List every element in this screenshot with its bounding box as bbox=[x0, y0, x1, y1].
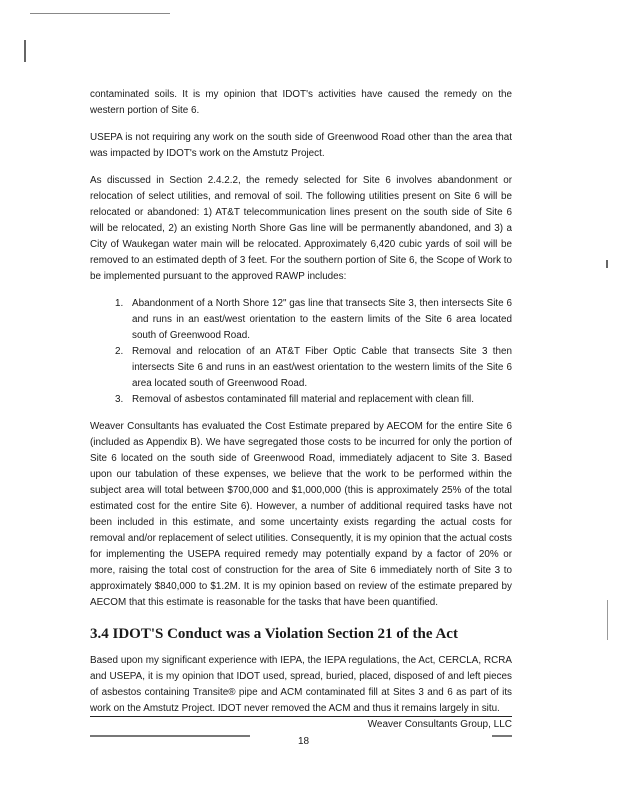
paragraph: USEPA is not requiring any work on the south side of Greenwood Road other than the area that was impacted by IDOT's work on the Amstutz Project. bbox=[90, 132, 512, 159]
footer-rule bbox=[90, 716, 512, 717]
paragraph: contaminated soils. It is my opinion that IDOT's activities have caused the remedy on the western portion of Site 6. bbox=[90, 89, 512, 116]
document-body bbox=[90, 87, 512, 728]
list-item: 2. Removal and relocation of an AT&T Fiber Optic Cable that transects Site 3 then intersects Site 6 and runs in an east/west orientation to the western limits of the Site 6 area located south of Greenwood Road. bbox=[126, 344, 512, 392]
scan-artifact-mark bbox=[607, 600, 608, 640]
scan-artifact-line bbox=[30, 13, 170, 14]
page-number: 18 bbox=[298, 736, 310, 747]
footer-date-illegible bbox=[492, 735, 512, 737]
section-heading: 3.4 IDOT'S Conduct was a Violation Section 21 of the Act bbox=[90, 626, 458, 642]
footer-firm-name: Weaver Consultants Group, LLC bbox=[367, 719, 512, 730]
list-item: 1. Abandonment of a North Shore 12" gas line that transects Site 3, then intersects Site 6 and runs in an east/west orientation to the eastern limits of the Site 6 area located south of Greenwood Road. bbox=[126, 296, 512, 344]
footer-file-path-illegible bbox=[90, 735, 250, 737]
scope-of-work-list bbox=[90, 296, 512, 408]
paragraph: Based upon my significant experience with IEPA, the IEPA regulations, the Act, CERCLA, RCRA and USEPA, it is my opinion that IDOT used, spread, buried, placed, disposed of and left pieces of asbestos containing Transite® pipe and ACM contaminated fill at Sites 3 and 6 as part of its work on the Amstutz Project. IDOT never removed the ACM and thus it remains largely in situ. bbox=[90, 655, 512, 714]
list-item: 3. Removal of asbestos contaminated fill material and replacement with clean fill. bbox=[126, 392, 512, 408]
scan-artifact-mark bbox=[606, 260, 608, 268]
paragraph: As discussed in Section 2.4.2.2, the remedy selected for Site 6 involves abandonment or relocation of select utilities, and removal of soil. The following utilities present on Site 6 will be relocated or abandoned: 1) AT&T telecommunication lines present on the south side of Site 6 will be relocated, 2) an existing North Shore Gas line will be permanently abandoned, and 3) a City of Waukegan water main will be relocated. Approximately 6,420 cubic yards of soil will be removed to an estimated depth of 3 feet. For the southern portion of Site 6, the Scope of Work to be implemented pursuant to the approved RAWP includes: bbox=[90, 175, 512, 282]
scan-artifact-mark bbox=[24, 40, 26, 62]
paragraph: Weaver Consultants has evaluated the Cost Estimate prepared by AECOM for the entire Site 6 (included as Appendix B). We have segregated those costs to be incurred for only the portion of Site 6 located on the south side of Greenwood Road, immediately adjacent to Site 3. Based upon our tabulation of these expenses, we believe that the work to be performed within the subject area will total between $700,000 and $1,000,000 (this is approximately 25% of the total estimated cost for the entire Site 6). However, a number of additional required tasks have not been included in this estimate, and some uncertainty exists regarding the actual costs for removal and/or replacement of select utilities. Consequently, it is my opinion that the actual costs for implementing the USEPA required remedy may potentially expand by a factor of 20% or more, raising the total cost of construction for the area of Site 6 immediately north of Site 3 to approximately $840,000 to $1.2M. It is my opinion based on review of the estimate prepared by AECOM that this estimate is reasonable for the tasks that have been quantified. bbox=[90, 421, 512, 608]
